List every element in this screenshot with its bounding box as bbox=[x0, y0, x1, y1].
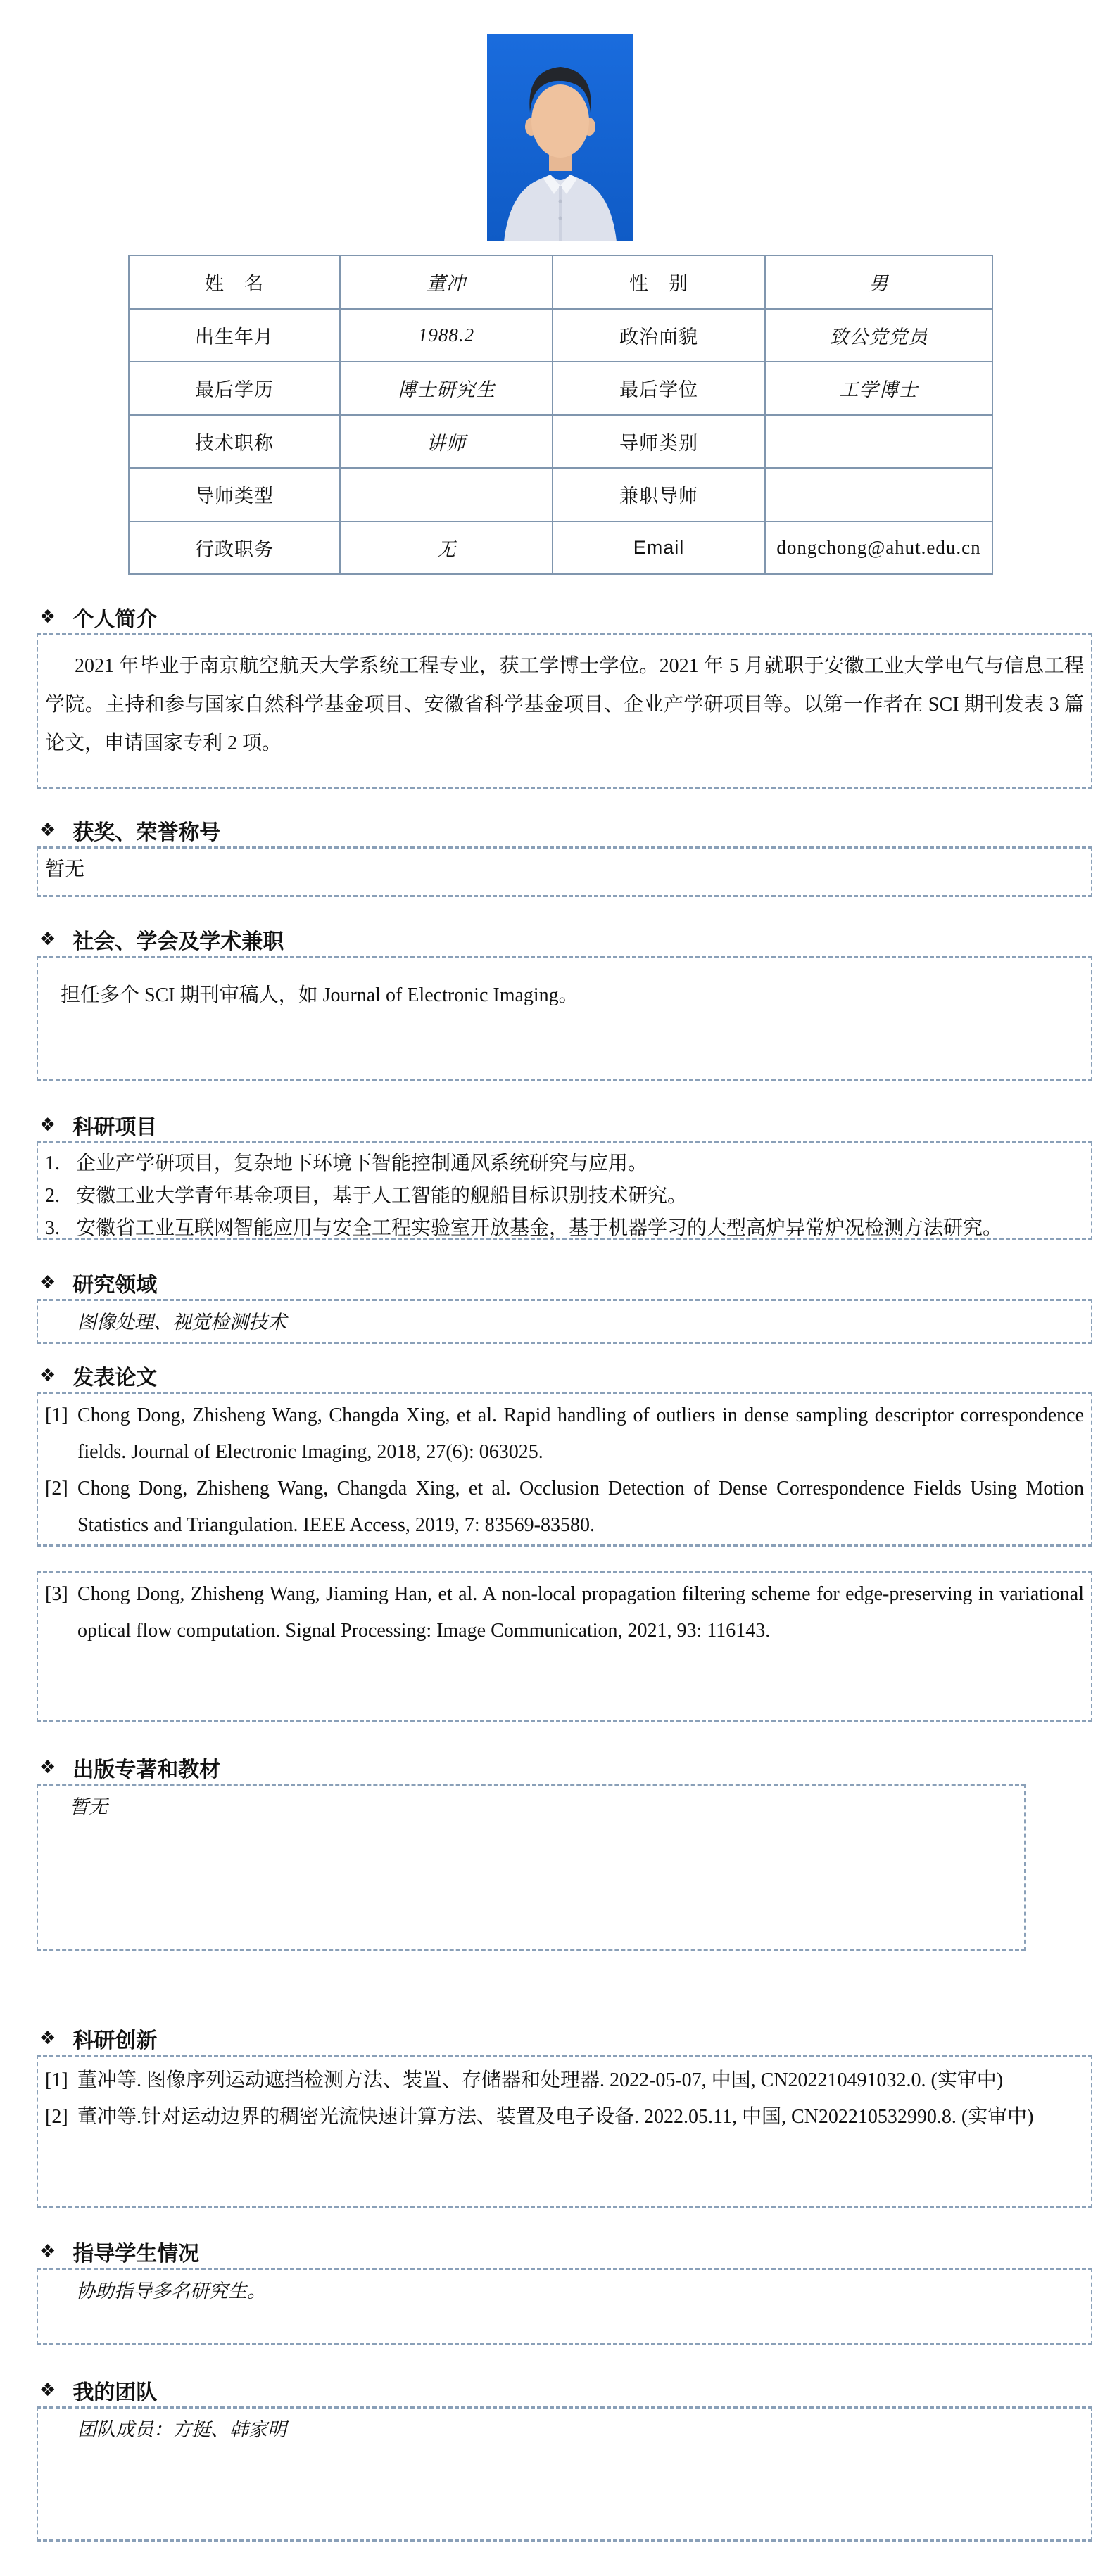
project-number: 3. bbox=[45, 1217, 60, 1239]
diamond-bullet-icon: ❖ bbox=[39, 2241, 56, 2262]
admin-post-value: 无 bbox=[340, 521, 553, 575]
title-label: 技术职称 bbox=[129, 415, 340, 469]
section-awards-header bbox=[37, 818, 1092, 842]
section-intro-header bbox=[37, 605, 1092, 629]
parttime-mentor-label: 兼职导师 bbox=[553, 468, 765, 521]
section-publications bbox=[37, 1364, 1092, 1722]
email-label: Email bbox=[553, 521, 765, 575]
admin-post-label: 行政职务 bbox=[129, 521, 340, 575]
mentor-category-value bbox=[765, 415, 992, 469]
project-item bbox=[45, 1212, 1084, 1240]
publication-item bbox=[45, 1397, 1084, 1471]
section-intro bbox=[37, 605, 1092, 789]
awards-box bbox=[37, 846, 1092, 897]
project-item bbox=[45, 1180, 1084, 1212]
section-innovations bbox=[37, 2026, 1092, 2208]
section-research-areas-header bbox=[37, 1271, 1092, 1295]
students-text: 协助指导多名研究生。 bbox=[76, 2280, 266, 2302]
section-team-header bbox=[37, 2378, 1092, 2402]
section-memberships bbox=[37, 927, 1092, 1081]
publication-ref-label: [2] bbox=[45, 1478, 68, 1499]
books-box bbox=[37, 1784, 1026, 1951]
degree-value: 工学博士 bbox=[765, 362, 992, 415]
section-publications-header bbox=[37, 1364, 1092, 1388]
political-status-label: 政治面貌 bbox=[553, 309, 765, 362]
diamond-bullet-icon: ❖ bbox=[39, 1115, 56, 1136]
publication-ref-label: [1] bbox=[45, 1404, 68, 1426]
patent-ref-label: [1] bbox=[45, 2069, 68, 2091]
memberships-box bbox=[37, 956, 1092, 1081]
project-text: 安徽工业大学青年基金项目，基于人工智能的舰船目标识别技术研究。 bbox=[76, 1185, 688, 1207]
political-status-value: 致公党党员 bbox=[765, 309, 992, 362]
project-text: 安徽省工业互联网智能应用与安全工程实验室开放基金，基于机器学习的大型高炉异常炉况检测方法研究。 bbox=[76, 1217, 1003, 1239]
diamond-bullet-icon: ❖ bbox=[39, 820, 56, 841]
section-projects-header bbox=[37, 1113, 1092, 1137]
projects-box bbox=[37, 1141, 1092, 1240]
memberships-text: 担任多个 SCI 期刊审稿人，如 Journal of Electronic Imaging。 bbox=[61, 984, 579, 1006]
research-areas-text: 图像处理、视觉检测技术 bbox=[77, 1312, 286, 1333]
publication-ref-label: [3] bbox=[45, 1583, 68, 1605]
diamond-bullet-icon: ❖ bbox=[39, 1272, 56, 1293]
section-publications-title: 发表论文 bbox=[72, 1366, 158, 1390]
diamond-bullet-icon: ❖ bbox=[39, 2380, 56, 2401]
gender-value: 男 bbox=[765, 255, 992, 309]
degree-label: 最后学位 bbox=[553, 362, 765, 415]
table-row bbox=[129, 255, 992, 309]
section-books-header bbox=[37, 1756, 1026, 1782]
table-row bbox=[129, 521, 992, 575]
students-box bbox=[37, 2268, 1092, 2345]
section-innovations-header bbox=[37, 2026, 1092, 2050]
publications-box-1 bbox=[37, 1392, 1092, 1547]
section-projects bbox=[37, 1113, 1092, 1240]
section-awards-title: 获奖、荣誉称号 bbox=[72, 821, 221, 844]
patent-ref-text: 董冲等.针对运动边界的稠密光流快速计算方法、装置及电子设备. 2022.05.11, 中国, CN202210532990.8. (实审中) bbox=[77, 2106, 1034, 2128]
section-research-areas bbox=[37, 1271, 1092, 1344]
mentor-category-label: 导师类别 bbox=[553, 415, 765, 469]
team-box bbox=[37, 2406, 1092, 2542]
id-photo-image bbox=[487, 34, 633, 241]
intro-box bbox=[37, 633, 1092, 789]
section-intro-title: 个人简介 bbox=[72, 608, 158, 631]
section-books-title: 出版专著和教材 bbox=[72, 1758, 221, 1782]
name-value: 董冲 bbox=[340, 255, 553, 309]
mentor-type-value bbox=[340, 468, 553, 521]
section-awards bbox=[37, 818, 1092, 897]
innovations-box bbox=[37, 2055, 1092, 2208]
section-students bbox=[37, 2240, 1092, 2345]
table-row bbox=[129, 468, 992, 521]
books-text: 暂无 bbox=[70, 1796, 108, 1817]
research-areas-box bbox=[37, 1299, 1092, 1344]
section-projects-title: 科研项目 bbox=[72, 1116, 158, 1139]
patent-item bbox=[45, 2062, 1084, 2099]
publication-item bbox=[45, 1471, 1084, 1544]
section-memberships-header bbox=[37, 927, 1092, 951]
section-memberships-title: 社会、学会及学术兼职 bbox=[72, 930, 284, 953]
birth-value: 1988.2 bbox=[340, 309, 553, 362]
patent-ref-text: 董冲等. 图像序列运动遮挡检测方法、装置、存储器和处理器. 2022-05-07, 中国, CN202210491032.0. (实审中) bbox=[77, 2069, 1004, 2091]
project-text: 企业产学研项目，复杂地下环境下智能控制通风系统研究与应用。 bbox=[76, 1153, 648, 1174]
profile-photo bbox=[487, 34, 633, 241]
table-row bbox=[129, 309, 992, 362]
diamond-bullet-icon: ❖ bbox=[39, 1365, 56, 1386]
patent-ref-label: [2] bbox=[45, 2106, 68, 2128]
project-item bbox=[45, 1148, 1084, 1180]
section-innovations-title: 科研创新 bbox=[72, 2029, 158, 2052]
patent-item bbox=[45, 2099, 1084, 2136]
team-text: 团队成员：方挺、韩家明 bbox=[77, 2419, 286, 2440]
profile-info-table bbox=[128, 255, 993, 575]
education-label: 最后学历 bbox=[129, 362, 340, 415]
gender-label: 性 别 bbox=[553, 255, 765, 309]
section-books bbox=[37, 1756, 1026, 1951]
awards-text: 暂无 bbox=[45, 858, 85, 880]
diamond-bullet-icon: ❖ bbox=[39, 2028, 56, 2049]
name-label: 姓 名 bbox=[129, 255, 340, 309]
section-research-areas-title: 研究领域 bbox=[72, 1274, 158, 1297]
publication-ref-text: Chong Dong, Zhisheng Wang, Changda Xing, et al. Rapid handling of outliers in dense sampling descriptor correspondence fields. Journal of Electronic Imaging, 2018, 27(6): 063025. bbox=[77, 1404, 1084, 1463]
intro-text: 2021 年毕业于南京航空航天大学系统工程专业，获工学博士学位。2021 年 5 月就职于安徽工业大学电气与信息工程学院。主持和参与国家自然科学基金项目、安徽省科学基金项目、企业产学研项目等。以第一作者在 SCI 期刊发表 3 篇论文，申请国家专利 2 项。 bbox=[45, 655, 1084, 754]
project-number: 2. bbox=[45, 1185, 60, 1207]
table-row bbox=[129, 415, 992, 469]
section-students-header bbox=[37, 2240, 1092, 2264]
diamond-bullet-icon: ❖ bbox=[39, 1757, 56, 1778]
birth-label: 出生年月 bbox=[129, 309, 340, 362]
project-number: 1. bbox=[45, 1153, 60, 1174]
publications-box-2 bbox=[37, 1571, 1092, 1722]
parttime-mentor-value bbox=[765, 468, 992, 521]
mentor-type-label: 导师类型 bbox=[129, 468, 340, 521]
diamond-bullet-icon: ❖ bbox=[39, 929, 56, 950]
diamond-bullet-icon: ❖ bbox=[39, 607, 56, 628]
education-value: 博士研究生 bbox=[340, 362, 553, 415]
title-value: 讲师 bbox=[340, 415, 553, 469]
publication-item bbox=[45, 1576, 1084, 1649]
table-row bbox=[129, 362, 992, 415]
section-students-title: 指导学生情况 bbox=[72, 2242, 200, 2266]
email-value: dongchong@ahut.edu.cn bbox=[765, 521, 992, 575]
section-team-title: 我的团队 bbox=[72, 2381, 158, 2404]
publication-ref-text: Chong Dong, Zhisheng Wang, Jiaming Han, et al. A non-local propagation filtering scheme for edge-preserving in variational optical flow computation. Signal Processing: Image Communication, 2021, 93: 116143. bbox=[77, 1583, 1084, 1642]
publication-ref-text: Chong Dong, Zhisheng Wang, Changda Xing, et al. Occlusion Detection of Dense Correspondence Fields Using Motion Statistics and Triangulation. IEEE Access, 2019, 7: 83569-83580. bbox=[77, 1478, 1084, 1536]
section-team bbox=[37, 2378, 1092, 2542]
